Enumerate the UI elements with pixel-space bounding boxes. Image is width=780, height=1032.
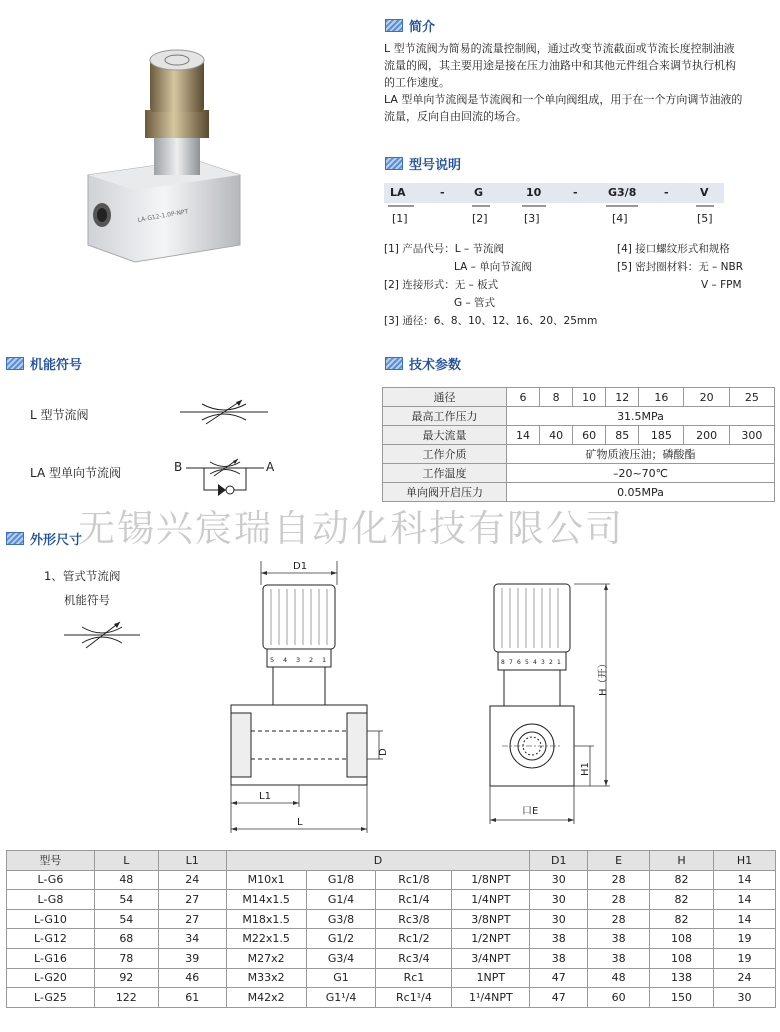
table-cell: 60 [573, 426, 606, 445]
model-note: [3] 通径：6、8、10、12、16、20、25mm [384, 315, 598, 327]
table-cell: 48 [94, 870, 158, 890]
spec-label: 工作温度 [383, 464, 507, 483]
table-cell: 16 [639, 388, 684, 407]
model-note: V – FPM [701, 279, 742, 291]
table-cell: Rc1/8 [376, 870, 452, 890]
scale-mark: 3 [541, 659, 545, 666]
table-cell: 8 [540, 388, 573, 407]
table-cell: 矿物质液压油；磷酸酯 [507, 445, 775, 464]
table-cell: M42x2 [226, 988, 306, 1008]
model-cell: L-G20 [7, 968, 95, 988]
table-cell: G3/8 [306, 909, 376, 929]
table-cell: 38 [530, 929, 588, 949]
table-cell: 12 [606, 388, 639, 407]
model-part-size: 10 [526, 186, 542, 199]
intro-line: LA 型单向节流阀是节流阀和一个单向阀组成，用于在一个方向调节油液的 [384, 93, 743, 106]
intro-line: 流量，反向自由回流的场合。 [384, 110, 527, 123]
model-part-la: LA [390, 186, 406, 199]
model-index: [4] [612, 212, 628, 225]
table-cell: 122 [94, 988, 158, 1008]
table-cell: 0.05MPa [507, 483, 775, 502]
table-cell: 1¹/4NPT [452, 988, 530, 1008]
column-header: L1 [158, 851, 226, 871]
table-cell: 54 [94, 890, 158, 910]
table-row [7, 948, 776, 968]
dim-label-h: H（开） [598, 658, 609, 696]
side-view-drawing [470, 578, 630, 840]
table-cell: 1/8NPT [452, 870, 530, 890]
table-row [7, 968, 776, 988]
model-note: [1] 产品代号：L – 节流阀 [384, 243, 504, 255]
table-cell: 61 [158, 988, 226, 1008]
section-bullet-icon [385, 19, 403, 32]
table-cell: 27 [158, 890, 226, 910]
table-cell: 185 [639, 426, 684, 445]
model-index: [3] [524, 212, 540, 225]
table-cell: 1NPT [452, 968, 530, 988]
model-notes-right [617, 240, 743, 294]
section-symbol-title [6, 354, 82, 373]
table-cell: G1/2 [306, 929, 376, 949]
scale-mark: 1 [322, 656, 327, 664]
table-cell: 19 [714, 929, 776, 949]
throttle-symbol [180, 396, 270, 428]
intro-line: 流量的阀，其主要用途是接在压力油路中和其他元件组合来调节执行机构 [384, 59, 736, 72]
table-cell: 85 [606, 426, 639, 445]
section-bullet-icon [6, 357, 24, 370]
section-symbol-label: 机能符号 [30, 358, 83, 373]
table-header-row [7, 851, 776, 871]
outline-throttle-symbol [64, 618, 140, 652]
table-cell: 24 [714, 968, 776, 988]
table-cell: 14 [714, 909, 776, 929]
model-index: [1] [392, 212, 408, 225]
spec-label: 单向阀开启压力 [383, 483, 507, 502]
table-cell: Rc3/8 [376, 909, 452, 929]
table-cell: 14 [507, 426, 540, 445]
table-cell: 47 [530, 968, 588, 988]
table-cell: M27x2 [226, 948, 306, 968]
dim-label-d1: D1 [293, 561, 308, 572]
model-note: LA – 单向节流阀 [454, 261, 532, 273]
scale-mark: 2 [309, 656, 314, 664]
table-cell: Rc1 [376, 968, 452, 988]
table-cell: 46 [158, 968, 226, 988]
model-note: G – 管式 [454, 297, 496, 309]
table-cell: 78 [94, 948, 158, 968]
section-outline-label: 外形尺寸 [30, 533, 83, 548]
dim-label-l: L [297, 817, 303, 828]
section-bullet-icon [385, 357, 403, 370]
table-cell: 40 [540, 426, 573, 445]
column-header: D1 [530, 851, 588, 871]
table-cell: M18x1.5 [226, 909, 306, 929]
scale-mark: 4 [533, 659, 537, 666]
table-row [383, 426, 775, 445]
dim-label-h1: H1 [580, 762, 591, 776]
table-cell: 3/4NPT [452, 948, 530, 968]
table-row [7, 870, 776, 890]
spec-label: 工作介质 [383, 445, 507, 464]
table-cell: 30 [530, 870, 588, 890]
table-row [383, 407, 775, 426]
table-cell: Rc3/4 [376, 948, 452, 968]
section-intro-title [385, 16, 435, 35]
table-cell: 54 [94, 909, 158, 929]
column-header: E [588, 851, 650, 871]
model-note: [2] 连接形式：无 – 板式 [384, 279, 499, 291]
intro-line: 的工作速度。 [384, 76, 450, 89]
port-b-label: B [174, 460, 183, 474]
table-cell: G1/4 [306, 890, 376, 910]
table-cell: 14 [714, 890, 776, 910]
model-index: [2] [472, 212, 488, 225]
table-cell: –20~70℃ [507, 464, 775, 483]
table-cell: Rc1¹/4 [376, 988, 452, 1008]
section-model-title [385, 154, 461, 173]
table-cell: 38 [588, 948, 650, 968]
table-cell: 108 [650, 929, 714, 949]
table-cell: 27 [158, 909, 226, 929]
table-cell: 82 [650, 870, 714, 890]
model-cell: L-G16 [7, 948, 95, 968]
table-row [7, 988, 776, 1008]
table-cell: M22x1.5 [226, 929, 306, 949]
table-cell: 48 [588, 968, 650, 988]
table-cell: 14 [714, 870, 776, 890]
intro-text [384, 40, 776, 125]
section-bullet-icon [385, 157, 403, 170]
model-index: [5] [697, 212, 713, 225]
table-cell: 30 [530, 890, 588, 910]
port-a-label: A [266, 460, 275, 474]
model-cell: L-G10 [7, 909, 95, 929]
model-note: [5] 密封圈材料：无 – NBR [617, 261, 743, 273]
column-header: L [94, 851, 158, 871]
model-dash: - [573, 186, 578, 199]
table-cell: 31.5MPa [507, 407, 775, 426]
model-cell: L-G6 [7, 870, 95, 890]
scale-mark: 5 [270, 656, 275, 664]
scale-mark: 2 [549, 659, 553, 666]
table-cell: Rc1/2 [376, 929, 452, 949]
model-note: [4] 接口螺纹形式和规格 [617, 243, 730, 255]
section-outline-title [6, 529, 82, 548]
table-row [7, 890, 776, 910]
scale-mark: 7 [509, 659, 513, 666]
table-cell: 30 [530, 909, 588, 929]
table-row [383, 388, 775, 407]
table-cell: 6 [507, 388, 540, 407]
table-cell: 39 [158, 948, 226, 968]
scale-mark: 8 [501, 659, 505, 666]
table-cell: 25 [729, 388, 774, 407]
table-cell: M14x1.5 [226, 890, 306, 910]
product-photo [80, 40, 250, 265]
check-throttle-symbol [184, 456, 266, 498]
table-cell: 150 [650, 988, 714, 1008]
table-cell: 30 [714, 988, 776, 1008]
model-cell: L-G8 [7, 890, 95, 910]
column-header: D [226, 851, 530, 871]
table-cell: 82 [650, 890, 714, 910]
section-bullet-icon [6, 532, 24, 545]
model-notes-left [384, 240, 597, 330]
model-part-thread: G3/8 [608, 186, 637, 199]
table-cell: G3/4 [306, 948, 376, 968]
table-cell: 34 [158, 929, 226, 949]
table-cell: 82 [650, 909, 714, 929]
table-cell: 28 [588, 870, 650, 890]
table-cell: 10 [573, 388, 606, 407]
column-header: 型号 [7, 851, 95, 871]
table-row [7, 929, 776, 949]
table-cell: 300 [729, 426, 774, 445]
table-cell: 19 [714, 948, 776, 968]
intro-line: L 型节流阀为简易的流量控制阀，通过改变节流截面或节流长度控制油液 [384, 42, 735, 55]
symbol-la-label: LA 型单向节流阀 [30, 466, 121, 480]
table-cell: 108 [650, 948, 714, 968]
dim-label-e: 口E [522, 806, 539, 817]
symbol-l-label: L 型节流阀 [30, 408, 89, 422]
watermark: 无锡兴宸瑞自动化科技有限公司 [78, 507, 624, 550]
table-cell: M33x2 [226, 968, 306, 988]
table-cell: 138 [650, 968, 714, 988]
front-view-drawing [215, 555, 389, 840]
table-row [7, 909, 776, 929]
column-header: H1 [714, 851, 776, 871]
table-cell: 60 [588, 988, 650, 1008]
table-row [383, 464, 775, 483]
dim-label-l1: L1 [259, 791, 271, 802]
scale-mark: 1 [557, 659, 561, 666]
table-cell: 28 [588, 890, 650, 910]
spec-label: 通径 [383, 388, 507, 407]
section-model-label: 型号说明 [409, 158, 462, 173]
model-underlines [384, 203, 724, 209]
table-cell: 28 [588, 909, 650, 929]
scale-mark: 3 [296, 656, 301, 664]
table-cell: 20 [684, 388, 729, 407]
scale-mark: 5 [525, 659, 529, 666]
spec-label: 最大流量 [383, 426, 507, 445]
spec-table [382, 387, 775, 502]
model-cell: L-G12 [7, 929, 95, 949]
table-cell: M10x1 [226, 870, 306, 890]
table-cell: 24 [158, 870, 226, 890]
section-tech-label: 技术参数 [409, 358, 462, 373]
model-code-bar [384, 183, 724, 203]
model-cell: L-G25 [7, 988, 95, 1008]
table-cell: 68 [94, 929, 158, 949]
table-cell: 92 [94, 968, 158, 988]
model-part-seal: V [700, 186, 709, 199]
table-cell: 200 [684, 426, 729, 445]
dim-label-d: D [378, 748, 389, 756]
model-part-g: G [474, 186, 484, 199]
scale-mark: 4 [283, 656, 288, 664]
table-row [383, 445, 775, 464]
table-cell: 47 [530, 988, 588, 1008]
column-header: H [650, 851, 714, 871]
table-cell: 1/2NPT [452, 929, 530, 949]
model-dash: - [440, 186, 445, 199]
table-cell: G1/8 [306, 870, 376, 890]
model-dash: - [664, 186, 669, 199]
outline-item-label: 1、管式节流阀 [44, 569, 121, 583]
table-cell: G1¹/4 [306, 988, 376, 1008]
section-intro-label: 简介 [409, 20, 436, 35]
table-cell: Rc1/4 [376, 890, 452, 910]
table-cell: 38 [530, 948, 588, 968]
product-marking: LA-G12-1.0P-NPT [137, 208, 189, 224]
table-cell: 38 [588, 929, 650, 949]
outline-symbol-label: 机能符号 [64, 593, 110, 607]
spec-label: 最高工作压力 [383, 407, 507, 426]
table-cell: 3/8NPT [452, 909, 530, 929]
scale-mark: 6 [517, 659, 521, 666]
table-cell: 1/4NPT [452, 890, 530, 910]
section-tech-title [385, 354, 461, 373]
dimension-table [6, 850, 776, 1008]
table-cell: G1 [306, 968, 376, 988]
